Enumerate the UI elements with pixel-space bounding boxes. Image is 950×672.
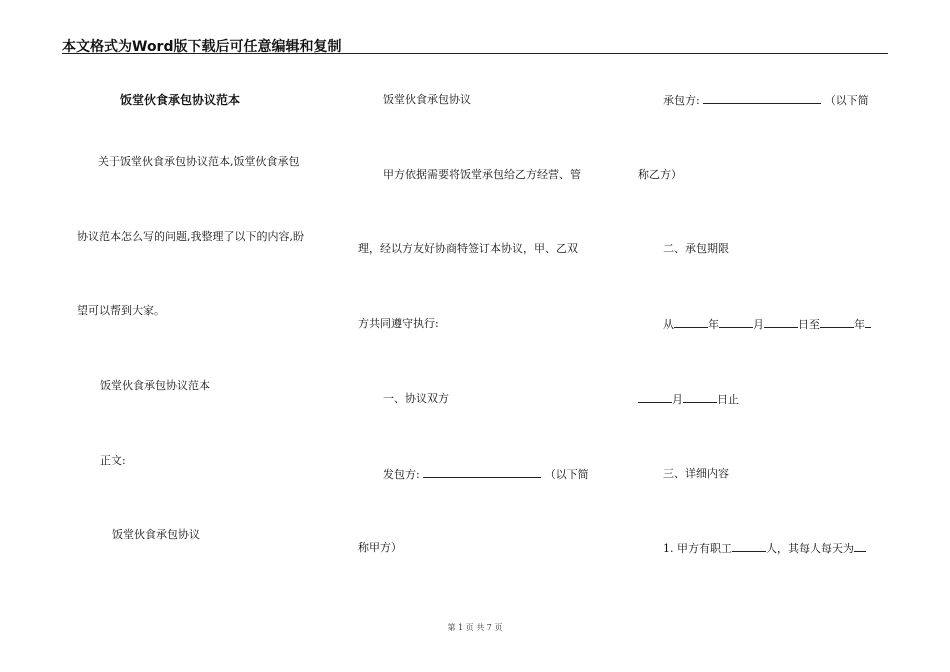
blank-underline xyxy=(703,93,821,104)
blank-underline xyxy=(854,541,866,552)
paragraph-line: 甲方依据需要将饭堂承包给乙方经营、管 xyxy=(383,168,581,181)
blank-underline xyxy=(423,467,541,478)
banner-rule xyxy=(62,53,888,54)
paragraph-line: 理，经以方友好协商特签订本协议，甲、乙双 xyxy=(358,242,578,255)
section-heading: 三、详细内容 xyxy=(663,467,729,480)
paragraph-line: 称乙方） xyxy=(638,168,682,181)
paragraph-line: 饭堂伙食承包协议 xyxy=(112,528,200,541)
period-year: 年 xyxy=(708,318,719,331)
paragraph-line: 称甲方） xyxy=(358,541,402,554)
blank-underline xyxy=(674,317,708,328)
blank-underline xyxy=(764,317,798,328)
paragraph-line: 饭堂伙食承包协议范本 xyxy=(100,379,210,392)
doc-title: 饭堂伙食承包协议范本 xyxy=(120,93,241,107)
blank-underline xyxy=(719,317,753,328)
period-day-end: 日止 xyxy=(717,393,739,406)
period-line-2 xyxy=(638,392,739,407)
period-month-2: 月 xyxy=(672,393,683,406)
issuer-label: 发包方: xyxy=(383,468,420,481)
contractor-label: 承包方: xyxy=(663,94,700,107)
item1-text-a: 1. 甲方有职工 xyxy=(663,542,732,555)
section-heading: 二、承包期限 xyxy=(663,242,729,255)
paragraph-line: 望可以帮到大家。 xyxy=(77,304,165,317)
contractor-suffix: （以下简 xyxy=(824,94,869,107)
section-heading: 一、协议双方 xyxy=(383,392,449,405)
blank-underline xyxy=(638,392,672,403)
period-year-2: 年 xyxy=(854,318,865,331)
banner-text: 本文格式为Word版下载后可任意编辑和复制 xyxy=(62,39,342,55)
issuer-line xyxy=(383,467,589,482)
period-from: 从 xyxy=(663,318,674,331)
contractor-line xyxy=(663,93,869,108)
period-month: 月 xyxy=(753,318,764,331)
period-day-to: 日至 xyxy=(798,318,820,331)
blank-underline xyxy=(732,541,766,552)
blank-underline xyxy=(683,392,717,403)
item1-text-b: 人，其每人每天为 xyxy=(766,542,854,555)
paragraph-line: 协议范本怎么写的问题,我整理了以下的内容,盼 xyxy=(77,230,304,243)
paragraph-line: 正文: xyxy=(100,454,126,467)
page-number: 第 1 页 共 7 页 xyxy=(447,623,503,632)
blank-underline xyxy=(865,317,871,328)
period-line xyxy=(663,317,871,332)
blank-underline xyxy=(820,317,854,328)
item-line xyxy=(663,541,866,556)
paragraph-line: 方共同遵守执行: xyxy=(358,317,439,330)
issuer-suffix: （以下简 xyxy=(544,468,589,481)
paragraph-line: 关于饭堂伙食承包协议范本,饭堂伙食承包 xyxy=(98,155,300,168)
section-heading: 饭堂伙食承包协议 xyxy=(383,93,471,106)
